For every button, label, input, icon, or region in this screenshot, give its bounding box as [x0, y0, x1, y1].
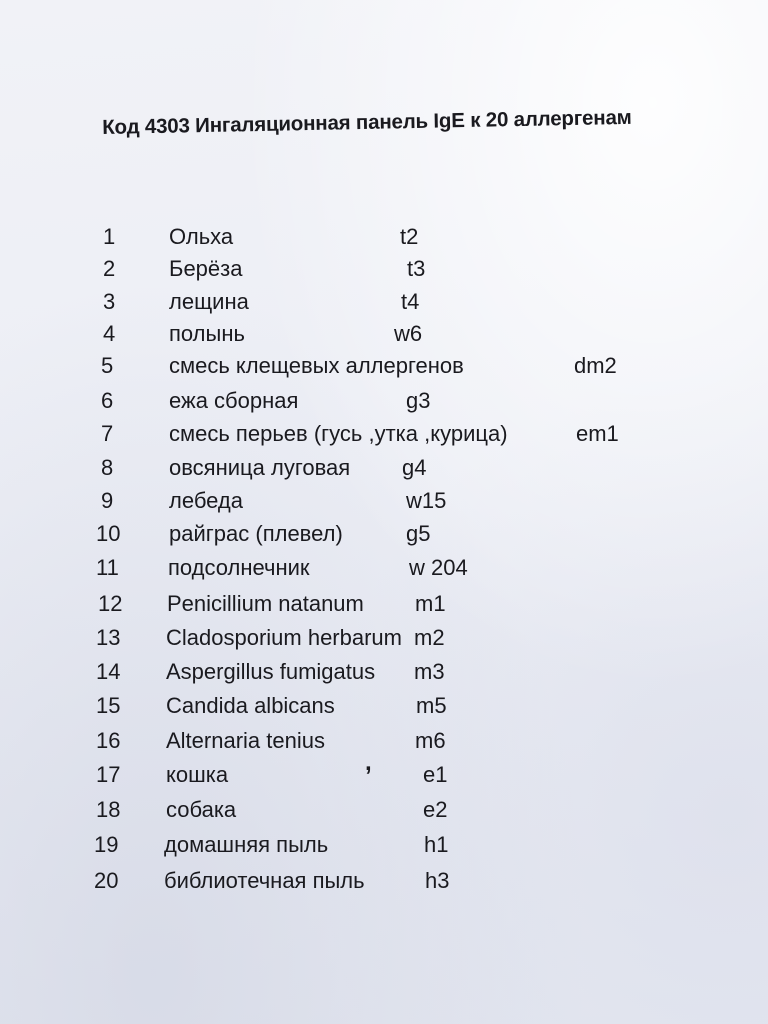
allergen-name: Ольха — [169, 224, 234, 249]
allergen-name: смесь перьев (гусь ,утка ,курица) — [169, 421, 508, 446]
allergen-code: g3 — [406, 388, 431, 413]
item-number: 5 — [101, 353, 114, 378]
list-item — [0, 795, 768, 825]
allergen-code: m6 — [415, 728, 446, 753]
allergen-code: w6 — [394, 321, 423, 346]
item-number: 2 — [103, 256, 116, 281]
item-number: 3 — [103, 289, 116, 314]
list-item — [0, 691, 768, 721]
allergen-name: кошка — [166, 762, 229, 787]
list-item — [0, 726, 768, 756]
allergen-name: собака — [166, 797, 237, 822]
allergen-name: овсяница луговая — [169, 455, 351, 480]
allergen-name: ежа сборная — [169, 388, 299, 413]
allergen-name: Aspergillus fumigatus — [166, 659, 376, 684]
allergen-code: g4 — [402, 455, 427, 480]
allergen-name: смесь клещевых аллергенов — [169, 353, 464, 378]
allergen-name: Берёза — [169, 256, 243, 281]
allergen-code: m2 — [414, 625, 445, 650]
allergen-name: Penicillium natanum — [167, 591, 364, 616]
item-number: 20 — [94, 868, 119, 893]
item-number: 14 — [96, 659, 121, 684]
allergen-code: t2 — [400, 224, 419, 249]
allergen-code: m5 — [416, 693, 447, 718]
handwritten-comma-mark: , — [365, 749, 372, 776]
allergen-code: m1 — [415, 591, 446, 616]
list-item — [0, 519, 768, 549]
list-item — [0, 486, 768, 516]
allergen-name: библиотечная пыль — [164, 868, 365, 893]
allergen-name: Cladosporium herbarum — [166, 625, 402, 650]
allergen-name: Candida albicans — [166, 693, 335, 718]
item-number: 16 — [96, 728, 121, 753]
item-number: 10 — [96, 521, 121, 546]
allergen-code: t3 — [407, 256, 426, 281]
list-item — [0, 760, 768, 790]
allergen-name: домашняя пыль — [164, 832, 329, 857]
allergen-code: em1 — [576, 421, 619, 446]
item-number: 8 — [101, 455, 114, 480]
list-item — [0, 453, 768, 483]
list-item — [0, 830, 768, 860]
item-number: 12 — [98, 591, 123, 616]
allergen-name: Alternaria tenius — [166, 728, 325, 753]
list-item — [0, 623, 768, 653]
allergen-code: dm2 — [574, 353, 617, 378]
list-item — [0, 222, 768, 252]
document-title: Код 4303 Ингаляционная панель IgE к 20 аллергенам — [102, 105, 632, 139]
allergen-code: e2 — [423, 797, 448, 822]
allergen-code: m3 — [414, 659, 445, 684]
item-number: 13 — [96, 625, 121, 650]
allergen-code: t4 — [401, 289, 420, 314]
item-number: 1 — [103, 224, 116, 249]
list-item — [0, 386, 768, 416]
list-item — [0, 866, 768, 896]
item-number: 15 — [96, 693, 121, 718]
item-number: 4 — [103, 321, 116, 346]
list-item — [0, 419, 768, 449]
allergen-name: подсолнечник — [168, 555, 310, 580]
allergen-code: e1 — [423, 762, 448, 787]
item-number: 6 — [101, 388, 114, 413]
list-item — [0, 287, 768, 317]
list-item — [0, 351, 768, 381]
allergen-name: лещина — [169, 289, 249, 314]
allergen-name: полынь — [169, 321, 245, 346]
allergen-name: райграс (плевел) — [169, 521, 343, 546]
allergen-code: w 204 — [409, 555, 468, 580]
allergen-name: лебеда — [169, 488, 244, 513]
list-item — [0, 319, 768, 349]
item-number: 18 — [96, 797, 121, 822]
item-number: 9 — [101, 488, 114, 513]
allergen-code: h1 — [424, 832, 449, 857]
allergen-code: h3 — [425, 868, 450, 893]
allergen-code: g5 — [406, 521, 431, 546]
item-number: 19 — [94, 832, 119, 857]
list-item — [0, 589, 768, 619]
list-item — [0, 553, 768, 583]
list-item — [0, 254, 768, 284]
item-number: 17 — [96, 762, 121, 787]
allergen-code: w15 — [406, 488, 447, 513]
list-item — [0, 657, 768, 687]
item-number: 11 — [96, 555, 119, 580]
item-number: 7 — [101, 421, 114, 446]
